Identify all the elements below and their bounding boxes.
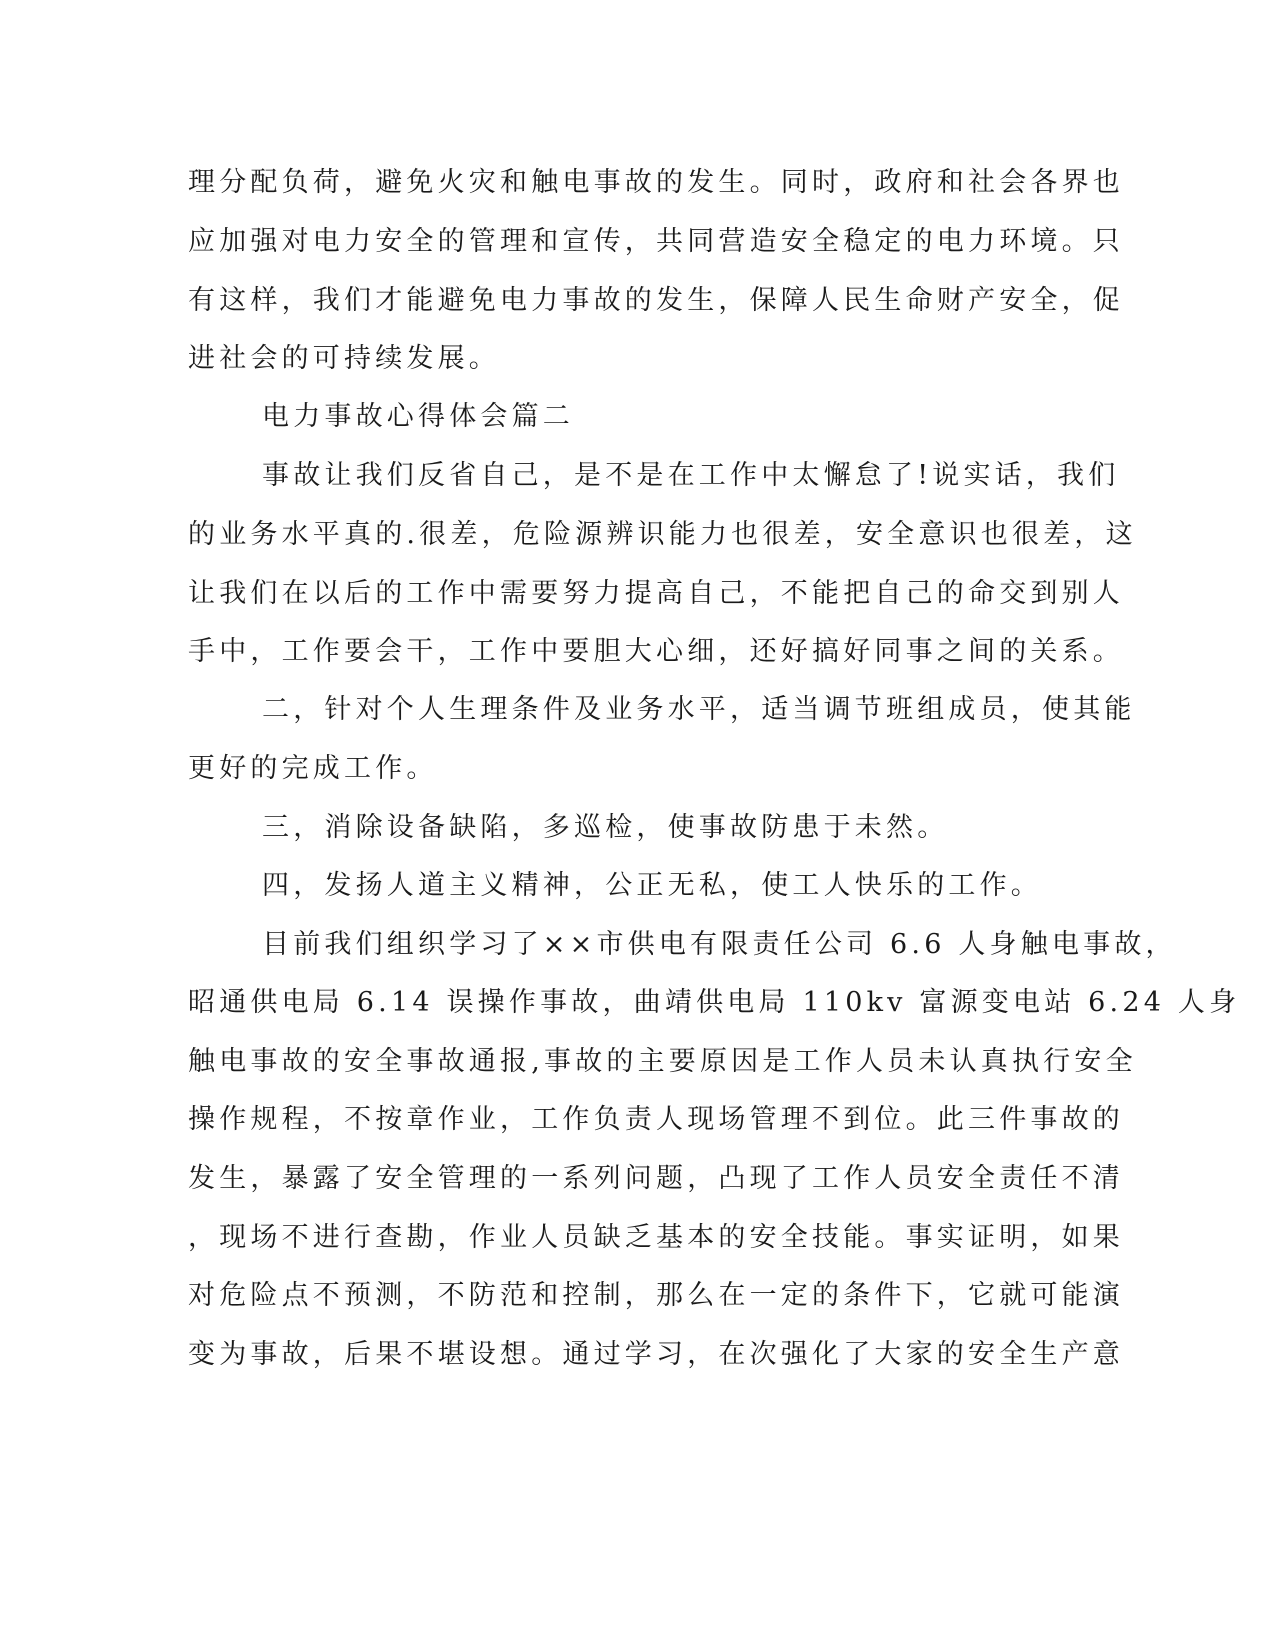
text-line: ，现场不进行查勘，作业人员缺乏基本的安全技能。事实证明，如果 — [188, 1222, 1124, 1253]
text-line: 四，发扬人道主义精神，公正无私，使工人快乐的工作。 — [262, 870, 1042, 901]
text-line: 变为事故，后果不堪设想。通过学习，在次强化了大家的安全生产意 — [188, 1339, 1124, 1370]
text-line: 理分配负荷，避免火灾和触电事故的发生。同时，政府和社会各界也 — [188, 167, 1124, 198]
text-line: 有这样，我们才能避免电力事故的发生，保障人民生命财产安全，促 — [188, 285, 1124, 316]
text-line: 进社会的可持续发展。 — [188, 343, 500, 374]
section-heading: 电力事故心得体会篇二 — [262, 401, 574, 432]
text-line: 手中，工作要会干，工作中要胆大心细，还好搞好同事之间的关系。 — [188, 636, 1124, 667]
text-line: 事故让我们反省自己，是不是在工作中太懈怠了!说实话，我们 — [262, 460, 1120, 491]
text-line: 更好的完成工作。 — [188, 753, 438, 784]
text-line: 触电事故的安全事故通报,事故的主要原因是工作人员未认真执行安全 — [188, 1046, 1137, 1077]
text-line: 的业务水平真的.很差，危险源辨识能力也很差，安全意识也很差，这 — [188, 519, 1137, 550]
text-line: 昭通供电局 6.14 误操作事故，曲靖供电局 110kv 富源变电站 6.24 人身 — [188, 987, 1241, 1018]
text-line: 应加强对电力安全的管理和宣传，共同营造安全稳定的电力环境。只 — [188, 226, 1124, 257]
text-line: 发生，暴露了安全管理的一系列问题，凸现了工作人员安全责任不清 — [188, 1163, 1124, 1194]
text-line: 二，针对个人生理条件及业务水平，适当调节班组成员，使其能 — [262, 694, 1136, 725]
text-line: 让我们在以后的工作中需要努力提高自己，不能把自己的命交到别人 — [188, 578, 1124, 609]
text-line: 目前我们组织学习了××市供电有限责任公司 6.6 人身触电事故， — [262, 929, 1177, 960]
text-line: 操作规程，不按章作业，工作负责人现场管理不到位。此三件事故的 — [188, 1104, 1124, 1135]
text-line: 对危险点不预测，不防范和控制，那么在一定的条件下，它就可能演 — [188, 1280, 1124, 1311]
text-line: 三，消除设备缺陷，多巡检，使事故防患于未然。 — [262, 812, 949, 843]
